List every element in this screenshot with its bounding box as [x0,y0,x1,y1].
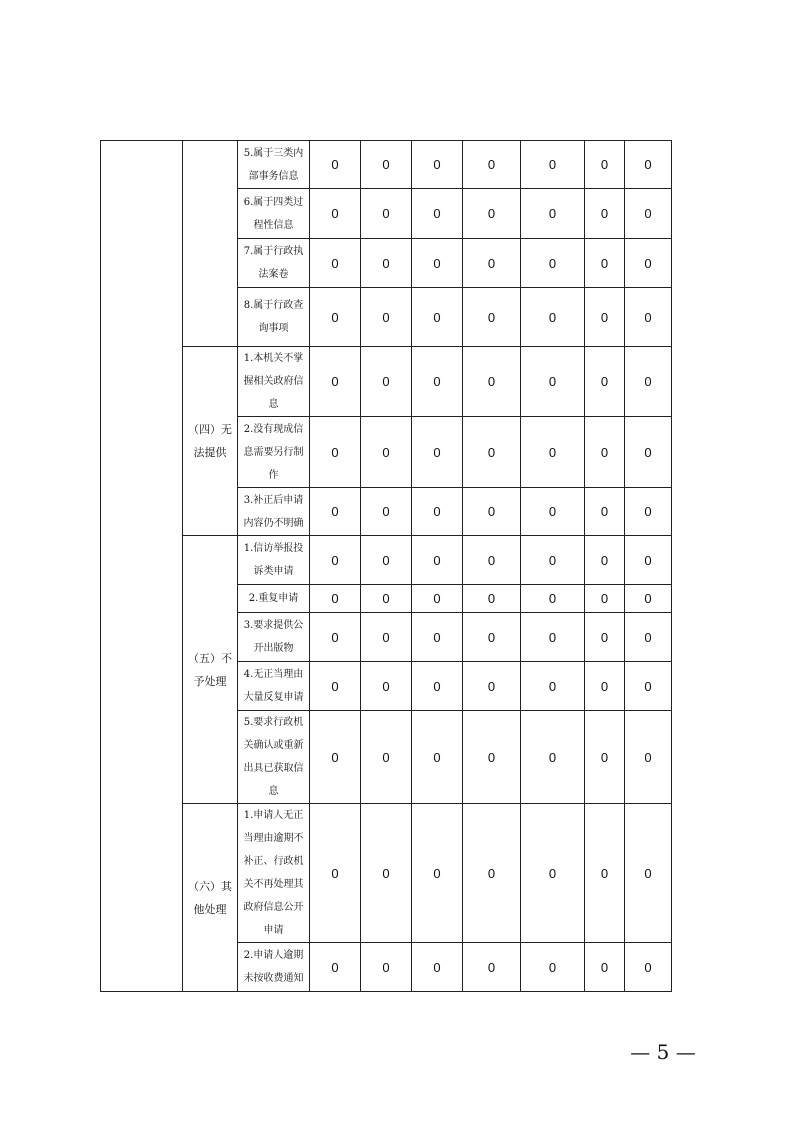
value-cell: 0 [361,804,412,943]
value-cell: 0 [521,613,585,662]
value-cell: 0 [412,141,463,189]
value-cell: 0 [521,288,585,347]
value-cell: 0 [412,804,463,943]
value-cell: 0 [310,585,361,613]
value-cell: 0 [585,804,625,943]
subcategory-cell: 3.要求提供公开出版物 [238,613,310,662]
subcategory-cell: 5.要求行政机关确认或重新出具已获取信息 [238,711,310,804]
value-cell: 0 [310,536,361,585]
value-cell: 0 [585,711,625,804]
value-cell: 0 [625,943,672,992]
value-cell: 0 [585,488,625,536]
subcategory-cell: 5.属于三类内部事务信息 [238,141,310,189]
table-row [101,804,672,943]
value-cell: 0 [463,288,521,347]
value-cell: 0 [361,536,412,585]
value-cell: 0 [310,239,361,288]
subcategory-cell: 2.申请人逾期未按收费通知 [238,943,310,992]
value-cell: 0 [463,189,521,239]
value-cell: 0 [585,239,625,288]
value-cell: 0 [625,662,672,711]
group-cell [183,141,238,347]
value-cell: 0 [521,239,585,288]
value-cell: 0 [585,189,625,239]
value-cell: 0 [463,613,521,662]
value-cell: 0 [625,488,672,536]
value-cell: 0 [412,288,463,347]
table-row [101,347,672,417]
value-cell: 0 [361,585,412,613]
value-cell: 0 [412,536,463,585]
outer-category-cell [101,141,183,992]
value-cell: 0 [585,585,625,613]
value-cell: 0 [585,943,625,992]
value-cell: 0 [521,488,585,536]
value-cell: 0 [585,662,625,711]
subcategory-cell: 6.属于四类过程性信息 [238,189,310,239]
value-cell: 0 [412,488,463,536]
subcategory-cell: 1.本机关不掌握相关政府信息 [238,347,310,417]
table-row [101,536,672,585]
table-row [101,141,672,189]
page-number: — 5 — [630,1040,696,1064]
value-cell: 0 [463,239,521,288]
value-cell: 0 [412,943,463,992]
value-cell: 0 [625,189,672,239]
value-cell: 0 [310,804,361,943]
group-cell: （六）其他处理 [183,804,238,992]
value-cell: 0 [585,417,625,488]
value-cell: 0 [361,613,412,662]
value-cell: 0 [625,804,672,943]
value-cell: 0 [521,417,585,488]
value-cell: 0 [463,585,521,613]
value-cell: 0 [463,488,521,536]
value-cell: 0 [361,141,412,189]
value-cell: 0 [463,711,521,804]
value-cell: 0 [585,347,625,417]
value-cell: 0 [310,662,361,711]
value-cell: 0 [625,288,672,347]
value-cell: 0 [361,189,412,239]
group-cell: （五）不予处理 [183,536,238,804]
value-cell: 0 [310,711,361,804]
value-cell: 0 [361,288,412,347]
value-cell: 0 [625,613,672,662]
value-cell: 0 [521,189,585,239]
value-cell: 0 [361,347,412,417]
value-cell: 0 [521,347,585,417]
value-cell: 0 [521,585,585,613]
value-cell: 0 [625,141,672,189]
value-cell: 0 [361,417,412,488]
value-cell: 0 [412,711,463,804]
value-cell: 0 [361,662,412,711]
value-cell: 0 [412,585,463,613]
value-cell: 0 [361,488,412,536]
value-cell: 0 [521,662,585,711]
value-cell: 0 [521,804,585,943]
value-cell: 0 [521,943,585,992]
value-cell: 0 [463,417,521,488]
value-cell: 0 [310,288,361,347]
value-cell: 0 [463,804,521,943]
value-cell: 0 [310,417,361,488]
value-cell: 0 [521,536,585,585]
value-cell: 0 [625,585,672,613]
value-cell: 0 [585,536,625,585]
subcategory-cell: 3.补正后申请内容仍不明确 [238,488,310,536]
value-cell: 0 [361,711,412,804]
value-cell: 0 [310,613,361,662]
value-cell: 0 [625,347,672,417]
subcategory-cell: 2.重复申请 [238,585,310,613]
value-cell: 0 [361,239,412,288]
value-cell: 0 [310,347,361,417]
value-cell: 0 [585,141,625,189]
value-cell: 0 [412,613,463,662]
value-cell: 0 [625,417,672,488]
value-cell: 0 [310,488,361,536]
subcategory-cell: 7.属于行政执法案卷 [238,239,310,288]
value-cell: 0 [625,711,672,804]
value-cell: 0 [585,613,625,662]
value-cell: 0 [521,141,585,189]
subcategory-cell: 4.无正当理由大量反复申请 [238,662,310,711]
value-cell: 0 [412,347,463,417]
value-cell: 0 [463,943,521,992]
value-cell: 0 [463,536,521,585]
value-cell: 0 [463,141,521,189]
statistics-table [100,140,672,992]
subcategory-cell: 8.属于行政查询事项 [238,288,310,347]
value-cell: 0 [310,943,361,992]
value-cell: 0 [463,347,521,417]
value-cell: 0 [412,417,463,488]
value-cell: 0 [463,662,521,711]
subcategory-cell: 2.没有现成信息需要另行制作 [238,417,310,488]
value-cell: 0 [625,536,672,585]
value-cell: 0 [310,141,361,189]
group-cell: （四）无法提供 [183,347,238,536]
value-cell: 0 [412,239,463,288]
subcategory-cell: 1.申请人无正当理由逾期不补正、行政机关不再处理其政府信息公开申请 [238,804,310,943]
value-cell: 0 [412,189,463,239]
value-cell: 0 [412,662,463,711]
subcategory-cell: 1.信访举报投诉类申请 [238,536,310,585]
value-cell: 0 [521,711,585,804]
value-cell: 0 [625,239,672,288]
value-cell: 0 [310,189,361,239]
value-cell: 0 [585,288,625,347]
value-cell: 0 [361,943,412,992]
